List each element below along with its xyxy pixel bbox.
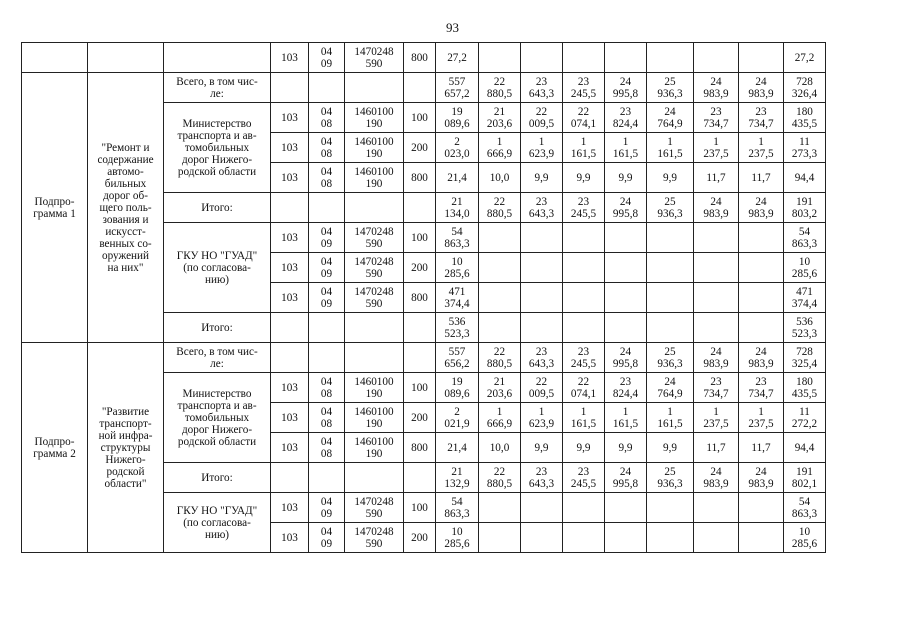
cell-year-7: 24 983,9: [694, 463, 739, 493]
program-description: "Развитие транспорт- ной инфра- структуры Нижего- родской области": [88, 343, 164, 553]
cell-year-2: [479, 523, 521, 553]
cell-section-code: [309, 193, 345, 223]
budget-table: [21, 42, 871, 553]
cell-year-4: 1 161,5: [563, 403, 605, 433]
cell-year-8: [739, 253, 784, 283]
cell-section-code: 04 09: [309, 43, 345, 73]
cell-section-code: 04 09: [309, 253, 345, 283]
cell-target-code: [345, 463, 404, 493]
cell-year-1: 536 523,3: [436, 313, 479, 343]
cell-year-2: 21 203,6: [479, 103, 521, 133]
row-label: Всего, в том чис- ле:: [164, 73, 271, 103]
cell-target-code: [345, 193, 404, 223]
cell-year-6: [647, 253, 694, 283]
cell-section-code: [309, 73, 345, 103]
cell-year-5: [605, 283, 647, 313]
cell-expense-type: 100: [404, 493, 436, 523]
executor-label: ГКУ НО "ГУАД" (по согласова- нию): [164, 493, 271, 553]
cell-year-6: 24 764,9: [647, 103, 694, 133]
cell-year-8: [739, 313, 784, 343]
cell-year-5: [605, 223, 647, 253]
cell-expense-type: 800: [404, 433, 436, 463]
cell-expense-type: 200: [404, 253, 436, 283]
cell-year-1: 471 374,4: [436, 283, 479, 313]
cell-target-code: [345, 73, 404, 103]
cell-year-6: [647, 313, 694, 343]
cell-section-code: 04 09: [309, 223, 345, 253]
cell-target-code: 1470248 590: [345, 253, 404, 283]
cell-year-3: 1 623,9: [521, 133, 563, 163]
cell-year-7: 11,7: [694, 433, 739, 463]
program-name: Подпро- грамма 2: [22, 343, 88, 553]
cell-expense-type: [404, 73, 436, 103]
cell-year-6: 25 936,3: [647, 193, 694, 223]
cell-year-7: [694, 283, 739, 313]
cell-year-7: [694, 313, 739, 343]
cell-year-4: [563, 283, 605, 313]
cell-year-8: 24 983,9: [739, 343, 784, 373]
cell-total: 54 863,3: [784, 493, 826, 523]
cell-target-code: 1470248 590: [345, 493, 404, 523]
cell-expense-type: 100: [404, 373, 436, 403]
cell-year-5: 9,9: [605, 163, 647, 193]
cell-year-8: 24 983,9: [739, 193, 784, 223]
cell-year-7: [694, 223, 739, 253]
cell-year-6: 9,9: [647, 163, 694, 193]
cell-year-2: 10,0: [479, 433, 521, 463]
cell-year-3: 23 643,3: [521, 193, 563, 223]
cell-section-code: [309, 463, 345, 493]
cell-year-4: 23 245,5: [563, 343, 605, 373]
cell-year-7: 1 237,5: [694, 133, 739, 163]
cell-year-4: [563, 313, 605, 343]
cell-year-5: [605, 523, 647, 553]
cell-total: 728 326,4: [784, 73, 826, 103]
cell-year-2: 21 203,6: [479, 373, 521, 403]
cell-year-6: [647, 523, 694, 553]
cell-expense-type: [404, 313, 436, 343]
cell-year-3: [521, 43, 563, 73]
cell-gov-code: [271, 343, 309, 373]
empty-program-cell: [22, 43, 88, 73]
cell-year-4: 9,9: [563, 433, 605, 463]
cell-section-code: [309, 343, 345, 373]
cell-section-code: 04 08: [309, 163, 345, 193]
cell-year-1: 19 089,6: [436, 103, 479, 133]
cell-year-2: 1 666,9: [479, 403, 521, 433]
cell-total: 27,2: [784, 43, 826, 73]
cell-total: 728 325,4: [784, 343, 826, 373]
cell-year-4: 23 245,5: [563, 463, 605, 493]
cell-target-code: 1460100 190: [345, 433, 404, 463]
cell-gov-code: 103: [271, 133, 309, 163]
cell-year-2: [479, 313, 521, 343]
cell-section-code: 04 08: [309, 103, 345, 133]
cell-year-1: 10 285,6: [436, 253, 479, 283]
cell-year-8: 24 983,9: [739, 463, 784, 493]
cell-target-code: 1460100 190: [345, 403, 404, 433]
cell-year-6: 1 161,5: [647, 403, 694, 433]
executor-label: Министерство транспорта и ав- томобильных дорог Нижего- родской области: [164, 373, 271, 463]
cell-year-6: [647, 223, 694, 253]
cell-gov-code: 103: [271, 403, 309, 433]
cell-year-4: [563, 253, 605, 283]
cell-year-1: 21,4: [436, 433, 479, 463]
cell-year-2: [479, 253, 521, 283]
cell-year-5: 24 995,8: [605, 463, 647, 493]
cell-expense-type: [404, 343, 436, 373]
cell-total: 536 523,3: [784, 313, 826, 343]
cell-year-4: 23 245,5: [563, 73, 605, 103]
cell-year-5: 23 824,4: [605, 373, 647, 403]
cell-target-code: 1460100 190: [345, 103, 404, 133]
cell-year-4: 22 074,1: [563, 373, 605, 403]
cell-year-1: 2 021,9: [436, 403, 479, 433]
cell-year-7: [694, 253, 739, 283]
cell-year-6: [647, 283, 694, 313]
cell-year-1: 19 089,6: [436, 373, 479, 403]
cell-target-code: 1470248 590: [345, 43, 404, 73]
cell-year-7: 23 734,7: [694, 103, 739, 133]
cell-year-6: [647, 493, 694, 523]
empty-label-cell: [164, 43, 271, 73]
row-label: Итого:: [164, 463, 271, 493]
cell-year-4: 23 245,5: [563, 193, 605, 223]
cell-expense-type: 200: [404, 403, 436, 433]
cell-total: 191 802,1: [784, 463, 826, 493]
cell-year-3: 9,9: [521, 163, 563, 193]
cell-year-3: [521, 223, 563, 253]
cell-expense-type: [404, 463, 436, 493]
cell-gov-code: 103: [271, 43, 309, 73]
cell-year-5: [605, 253, 647, 283]
cell-total: 10 285,6: [784, 523, 826, 553]
row-label: Итого:: [164, 313, 271, 343]
cell-year-6: [647, 43, 694, 73]
cell-total: 471 374,4: [784, 283, 826, 313]
cell-year-5: 24 995,8: [605, 73, 647, 103]
cell-year-3: 22 009,5: [521, 103, 563, 133]
cell-year-8: [739, 283, 784, 313]
cell-year-7: [694, 523, 739, 553]
executor-label: ГКУ НО "ГУАД" (по согласова- нию): [164, 223, 271, 313]
cell-target-code: 1460100 190: [345, 373, 404, 403]
cell-year-2: 22 880,5: [479, 193, 521, 223]
cell-target-code: 1470248 590: [345, 283, 404, 313]
cell-gov-code: [271, 313, 309, 343]
cell-gov-code: 103: [271, 493, 309, 523]
cell-gov-code: 103: [271, 523, 309, 553]
cell-gov-code: 103: [271, 283, 309, 313]
cell-year-8: 23 734,7: [739, 373, 784, 403]
cell-year-8: [739, 43, 784, 73]
row-label: Всего, в том чис- ле:: [164, 343, 271, 373]
cell-year-2: 22 880,5: [479, 343, 521, 373]
cell-gov-code: [271, 193, 309, 223]
cell-section-code: 04 09: [309, 523, 345, 553]
cell-gov-code: [271, 73, 309, 103]
page-number: 93: [446, 20, 459, 35]
cell-year-3: 23 643,3: [521, 343, 563, 373]
cell-year-3: [521, 493, 563, 523]
cell-year-4: [563, 43, 605, 73]
cell-year-8: 1 237,5: [739, 133, 784, 163]
cell-year-1: 54 863,3: [436, 223, 479, 253]
cell-year-7: 24 983,9: [694, 343, 739, 373]
cell-year-1: 10 285,6: [436, 523, 479, 553]
cell-target-code: 1470248 590: [345, 223, 404, 253]
cell-expense-type: 200: [404, 523, 436, 553]
cell-gov-code: 103: [271, 253, 309, 283]
cell-expense-type: 200: [404, 133, 436, 163]
cell-year-3: [521, 313, 563, 343]
cell-expense-type: 800: [404, 163, 436, 193]
cell-year-4: [563, 223, 605, 253]
cell-year-8: [739, 493, 784, 523]
cell-gov-code: 103: [271, 373, 309, 403]
cell-expense-type: 100: [404, 103, 436, 133]
cell-year-5: 1 161,5: [605, 133, 647, 163]
cell-year-3: 9,9: [521, 433, 563, 463]
cell-year-7: [694, 43, 739, 73]
row-label: Итого:: [164, 193, 271, 223]
cell-year-1: 27,2: [436, 43, 479, 73]
cell-year-1: 54 863,3: [436, 493, 479, 523]
cell-section-code: 04 08: [309, 403, 345, 433]
cell-expense-type: [404, 193, 436, 223]
cell-year-4: 22 074,1: [563, 103, 605, 133]
cell-year-6: 25 936,3: [647, 463, 694, 493]
cell-section-code: [309, 313, 345, 343]
cell-total: 191 803,2: [784, 193, 826, 223]
cell-year-7: 23 734,7: [694, 373, 739, 403]
cell-year-8: 1 237,5: [739, 403, 784, 433]
cell-year-1: 557 656,2: [436, 343, 479, 373]
cell-year-3: 1 623,9: [521, 403, 563, 433]
cell-year-6: 9,9: [647, 433, 694, 463]
cell-total: 11 273,3: [784, 133, 826, 163]
cell-year-2: 1 666,9: [479, 133, 521, 163]
cell-year-5: 23 824,4: [605, 103, 647, 133]
cell-gov-code: 103: [271, 223, 309, 253]
cell-total: 180 435,5: [784, 373, 826, 403]
cell-year-3: 23 643,3: [521, 73, 563, 103]
cell-year-7: [694, 493, 739, 523]
cell-year-8: [739, 523, 784, 553]
cell-gov-code: 103: [271, 433, 309, 463]
cell-year-1: 21 134,0: [436, 193, 479, 223]
cell-year-8: 23 734,7: [739, 103, 784, 133]
cell-year-3: 23 643,3: [521, 463, 563, 493]
cell-target-code: 1470248 590: [345, 523, 404, 553]
cell-year-2: 22 880,5: [479, 463, 521, 493]
cell-year-5: [605, 313, 647, 343]
cell-year-1: 557 657,2: [436, 73, 479, 103]
cell-target-code: [345, 343, 404, 373]
cell-year-6: 24 764,9: [647, 373, 694, 403]
program-name: Подпро- грамма 1: [22, 73, 88, 343]
cell-year-2: [479, 43, 521, 73]
cell-year-8: 24 983,9: [739, 73, 784, 103]
cell-total: 94,4: [784, 163, 826, 193]
cell-year-6: 25 936,3: [647, 73, 694, 103]
cell-year-4: [563, 523, 605, 553]
cell-year-7: 24 983,9: [694, 73, 739, 103]
cell-year-5: 9,9: [605, 433, 647, 463]
cell-year-4: [563, 493, 605, 523]
cell-year-1: 2 023,0: [436, 133, 479, 163]
cell-total: 10 285,6: [784, 253, 826, 283]
cell-target-code: 1460100 190: [345, 163, 404, 193]
cell-year-2: 10,0: [479, 163, 521, 193]
cell-expense-type: 800: [404, 283, 436, 313]
cell-expense-type: 800: [404, 43, 436, 73]
cell-year-3: 22 009,5: [521, 373, 563, 403]
cell-year-5: 24 995,8: [605, 343, 647, 373]
executor-label: Министерство транспорта и ав- томобильных дорог Нижего- родской области: [164, 103, 271, 193]
table-row: [22, 43, 871, 73]
cell-year-6: 1 161,5: [647, 133, 694, 163]
cell-total: 54 863,3: [784, 223, 826, 253]
table-row: [22, 343, 871, 373]
cell-section-code: 04 09: [309, 493, 345, 523]
empty-description-cell: [88, 43, 164, 73]
cell-section-code: 04 08: [309, 373, 345, 403]
cell-year-5: [605, 43, 647, 73]
cell-year-3: [521, 253, 563, 283]
table-row: [22, 73, 871, 103]
cell-total: 11 272,2: [784, 403, 826, 433]
cell-year-7: 24 983,9: [694, 193, 739, 223]
cell-year-8: [739, 223, 784, 253]
cell-section-code: 04 08: [309, 433, 345, 463]
cell-year-2: [479, 493, 521, 523]
cell-year-1: 21,4: [436, 163, 479, 193]
cell-gov-code: [271, 463, 309, 493]
cell-year-2: [479, 283, 521, 313]
cell-expense-type: 100: [404, 223, 436, 253]
cell-section-code: 04 08: [309, 133, 345, 163]
cell-year-7: 11,7: [694, 163, 739, 193]
cell-gov-code: 103: [271, 163, 309, 193]
cell-year-2: [479, 223, 521, 253]
cell-target-code: [345, 313, 404, 343]
cell-year-4: 9,9: [563, 163, 605, 193]
cell-year-3: [521, 523, 563, 553]
cell-year-5: [605, 493, 647, 523]
cell-year-5: 24 995,8: [605, 193, 647, 223]
cell-year-3: [521, 283, 563, 313]
cell-year-8: 11,7: [739, 433, 784, 463]
program-description: "Ремонт и содержание автомо- бильных дорог об- щего поль- зования и искусст- венных со- оружений на них": [88, 73, 164, 343]
cell-total: 94,4: [784, 433, 826, 463]
cell-gov-code: 103: [271, 103, 309, 133]
table-body: [22, 43, 871, 553]
cell-year-6: 25 936,3: [647, 343, 694, 373]
cell-year-4: 1 161,5: [563, 133, 605, 163]
cell-total: 180 435,5: [784, 103, 826, 133]
cell-year-7: 1 237,5: [694, 403, 739, 433]
cell-target-code: 1460100 190: [345, 133, 404, 163]
cell-year-8: 11,7: [739, 163, 784, 193]
cell-section-code: 04 09: [309, 283, 345, 313]
cell-year-2: 22 880,5: [479, 73, 521, 103]
cell-year-1: 21 132,9: [436, 463, 479, 493]
cell-year-5: 1 161,5: [605, 403, 647, 433]
